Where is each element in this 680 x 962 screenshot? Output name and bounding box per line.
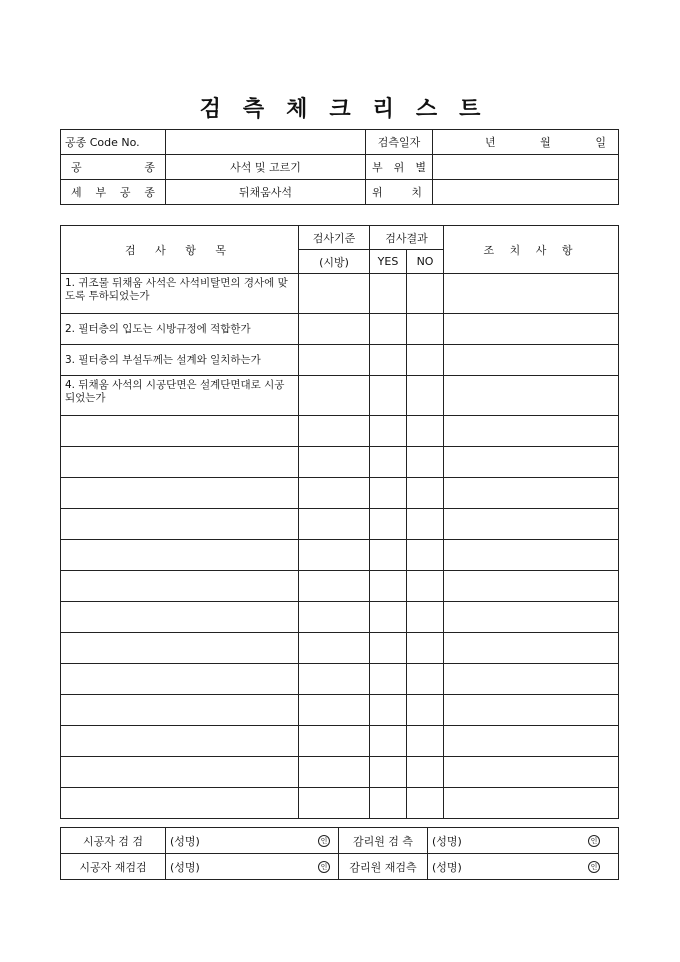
action-cell[interactable] <box>444 633 619 664</box>
standard-cell[interactable] <box>299 345 370 376</box>
detail-label: 세 부 공 종 <box>61 180 166 205</box>
info-row-work <box>61 155 619 180</box>
empty-row <box>61 571 619 602</box>
yes-cell[interactable] <box>370 571 407 602</box>
title-char: 체 <box>286 96 308 122</box>
standard-cell[interactable] <box>299 540 370 571</box>
no-cell[interactable] <box>407 540 444 571</box>
supervisor-recheck-name[interactable]: (성명) <box>428 854 504 880</box>
action-cell[interactable] <box>444 447 619 478</box>
empty-row <box>61 757 619 788</box>
check-header-row <box>61 226 619 250</box>
header-standard-sub: (시방) <box>299 250 370 274</box>
standard-cell[interactable] <box>299 664 370 695</box>
action-cell[interactable] <box>444 274 619 314</box>
check-item-text: 3. 필터층의 부설두께는 설계와 일치하는가 <box>61 345 299 376</box>
yes-cell[interactable] <box>370 695 407 726</box>
title-char: 크 <box>329 96 351 122</box>
no-cell[interactable] <box>407 345 444 376</box>
yes-cell[interactable] <box>370 540 407 571</box>
check-table <box>60 225 619 819</box>
yes-cell[interactable] <box>370 726 407 757</box>
action-cell[interactable] <box>444 788 619 819</box>
no-cell[interactable] <box>407 274 444 314</box>
date-label: 검측일자 <box>366 130 433 155</box>
item-cell[interactable] <box>61 788 299 819</box>
location-value[interactable] <box>433 180 619 205</box>
no-cell[interactable] <box>407 788 444 819</box>
check-item-row <box>61 274 619 314</box>
info-row-code <box>61 130 619 155</box>
header-yes: YES <box>370 250 407 274</box>
no-cell[interactable] <box>407 376 444 416</box>
no-cell[interactable] <box>407 633 444 664</box>
action-cell[interactable] <box>444 478 619 509</box>
check-item-row <box>61 376 619 416</box>
yes-cell[interactable] <box>370 757 407 788</box>
sign-row-check <box>61 828 619 854</box>
title-char: 측 <box>242 96 265 122</box>
action-cell[interactable] <box>444 757 619 788</box>
check-item-row <box>61 314 619 345</box>
empty-row <box>61 540 619 571</box>
date-year: 년 <box>485 136 496 149</box>
no-cell[interactable] <box>407 602 444 633</box>
standard-cell[interactable] <box>299 571 370 602</box>
date-month: 월 <box>540 136 551 149</box>
contractor-check-seal[interactable] <box>239 828 339 854</box>
info-table <box>60 129 619 205</box>
code-label: 공종 Code No. <box>61 130 166 155</box>
header-no: NO <box>407 250 444 274</box>
title-char: 리 <box>372 96 394 122</box>
contractor-recheck-name[interactable]: (성명) <box>166 854 239 880</box>
action-cell[interactable] <box>444 726 619 757</box>
standard-cell[interactable] <box>299 633 370 664</box>
contractor-recheck-seal[interactable] <box>239 854 339 880</box>
standard-cell[interactable] <box>299 274 370 314</box>
location-label: 위 치 <box>366 180 433 205</box>
item-cell[interactable] <box>61 509 299 540</box>
supervisor-check-name[interactable]: (성명) <box>428 828 504 854</box>
standard-cell[interactable] <box>299 695 370 726</box>
item-cell[interactable] <box>61 664 299 695</box>
yes-cell[interactable] <box>370 274 407 314</box>
yes-cell[interactable] <box>370 416 407 447</box>
empty-row <box>61 602 619 633</box>
no-cell[interactable] <box>407 314 444 345</box>
yes-cell[interactable] <box>370 447 407 478</box>
empty-row <box>61 447 619 478</box>
check-item-text: 1. 귀조물 뒤채움 사석은 사석비탈면의 경사에 맞도록 투하되었는가 <box>61 274 299 314</box>
item-cell[interactable] <box>61 540 299 571</box>
yes-cell[interactable] <box>370 314 407 345</box>
standard-cell[interactable] <box>299 376 370 416</box>
detail-value[interactable]: 뒤채움사석 <box>166 180 366 205</box>
document-title <box>0 92 680 123</box>
standard-cell[interactable] <box>299 726 370 757</box>
seal-icon: 인 <box>318 861 330 873</box>
no-cell[interactable] <box>407 664 444 695</box>
contractor-check-name[interactable]: (성명) <box>166 828 239 854</box>
yes-cell[interactable] <box>370 664 407 695</box>
action-cell[interactable] <box>444 416 619 447</box>
title-char: 스 <box>415 96 438 122</box>
item-cell[interactable] <box>61 478 299 509</box>
action-cell[interactable] <box>444 664 619 695</box>
info-row-detail <box>61 180 619 205</box>
check-item-text: 2. 필터층의 입도는 시방규정에 적합한가 <box>61 314 299 345</box>
item-cell[interactable] <box>61 633 299 664</box>
action-cell[interactable] <box>444 602 619 633</box>
seal-icon: 인 <box>318 835 330 847</box>
no-cell[interactable] <box>407 695 444 726</box>
work-label: 공 종 <box>61 155 166 180</box>
action-cell[interactable] <box>444 509 619 540</box>
yes-cell[interactable] <box>370 602 407 633</box>
action-cell[interactable] <box>444 540 619 571</box>
empty-row <box>61 416 619 447</box>
empty-row <box>61 788 619 819</box>
supervisor-check-label: 감리원 검 측 <box>339 828 428 854</box>
item-cell[interactable] <box>61 416 299 447</box>
standard-cell[interactable] <box>299 416 370 447</box>
item-cell[interactable] <box>61 695 299 726</box>
supervisor-recheck-seal[interactable] <box>504 854 619 880</box>
contractor-recheck-label: 시공자 재검검 <box>61 854 166 880</box>
empty-row <box>61 664 619 695</box>
action-cell[interactable] <box>444 695 619 726</box>
item-cell[interactable] <box>61 571 299 602</box>
empty-row <box>61 726 619 757</box>
no-cell[interactable] <box>407 757 444 788</box>
part-label: 부 위 별 <box>366 155 433 180</box>
item-cell[interactable] <box>61 602 299 633</box>
standard-cell[interactable] <box>299 509 370 540</box>
empty-row <box>61 509 619 540</box>
action-cell[interactable] <box>444 314 619 345</box>
header-action: 조 치 사 항 <box>444 226 619 274</box>
action-cell[interactable] <box>444 376 619 416</box>
yes-cell[interactable] <box>370 345 407 376</box>
yes-cell[interactable] <box>370 509 407 540</box>
part-value[interactable] <box>433 155 619 180</box>
header-result: 검사결과 <box>370 226 444 250</box>
no-cell[interactable] <box>407 509 444 540</box>
no-cell[interactable] <box>407 447 444 478</box>
action-cell[interactable] <box>444 345 619 376</box>
standard-cell[interactable] <box>299 447 370 478</box>
code-value[interactable] <box>166 130 366 155</box>
no-cell[interactable] <box>407 726 444 757</box>
item-cell[interactable] <box>61 757 299 788</box>
check-item-row <box>61 345 619 376</box>
no-cell[interactable] <box>407 416 444 447</box>
empty-row <box>61 695 619 726</box>
standard-cell[interactable] <box>299 478 370 509</box>
work-value[interactable]: 사석 및 고르기 <box>166 155 366 180</box>
sign-row-recheck <box>61 854 619 880</box>
standard-cell[interactable] <box>299 757 370 788</box>
check-item-text: 4. 뒤채움 사석의 시공단면은 설계단면대로 시공되었는가 <box>61 376 299 416</box>
header-item: 검 사 항 목 <box>61 226 299 274</box>
date-day: 일 <box>595 136 606 149</box>
yes-cell[interactable] <box>370 376 407 416</box>
title-char: 트 <box>459 96 481 122</box>
empty-row <box>61 478 619 509</box>
item-cell[interactable] <box>61 447 299 478</box>
contractor-check-label: 시공자 검 검 <box>61 828 166 854</box>
yes-cell[interactable] <box>370 478 407 509</box>
no-cell[interactable] <box>407 571 444 602</box>
standard-cell[interactable] <box>299 602 370 633</box>
date-value[interactable] <box>433 130 619 155</box>
title-char: 검 <box>199 96 221 122</box>
standard-cell[interactable] <box>299 314 370 345</box>
header-standard: 검사기준 <box>299 226 370 250</box>
check-body <box>61 274 619 819</box>
signature-table <box>60 827 619 880</box>
standard-cell[interactable] <box>299 788 370 819</box>
yes-cell[interactable] <box>370 633 407 664</box>
yes-cell[interactable] <box>370 788 407 819</box>
supervisor-check-seal[interactable] <box>504 828 619 854</box>
seal-icon: 인 <box>588 835 600 847</box>
seal-icon: 인 <box>588 861 600 873</box>
no-cell[interactable] <box>407 478 444 509</box>
supervisor-recheck-label: 감리원 재검측 <box>339 854 428 880</box>
item-cell[interactable] <box>61 726 299 757</box>
action-cell[interactable] <box>444 571 619 602</box>
empty-row <box>61 633 619 664</box>
